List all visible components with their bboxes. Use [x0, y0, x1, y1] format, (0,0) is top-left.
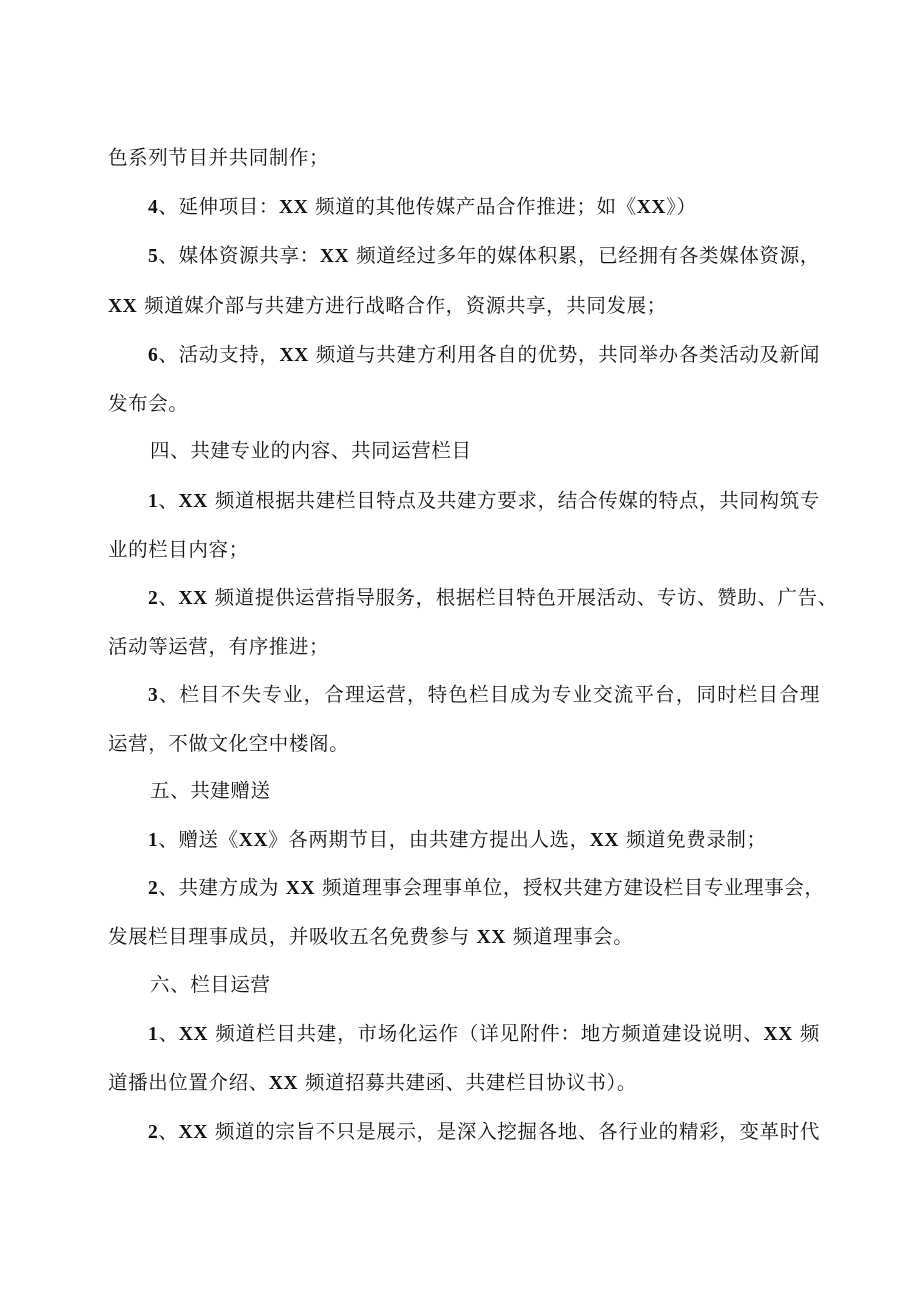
paragraph-section4-item-2-line-2: 活动等运营，有序推进； [108, 635, 330, 658]
paragraph-section6-item-1: 1、XX 频道栏目共建，市场化运作（详见附件：地方频道建设说明、XX 频 [148, 1022, 820, 1045]
paragraph-section4-item-2: 2、XX 频道提供运营指导服务，根据栏目特色开展活动、专访、赞助、广告、 [148, 586, 838, 609]
paragraph-section4-item-1-line-2: 业的栏目内容； [108, 538, 249, 561]
paragraph-section6-item-2: 2、XX 频道的宗旨不只是展示，是深入挖掘各地、各行业的精彩，变革时代 [148, 1120, 820, 1143]
paragraph-item-6-line-2: 发布会。 [108, 392, 189, 415]
paragraph-item-5-line-2: XX 频道媒介部与共建方进行战略合作，资源共享，共同发展； [108, 294, 667, 317]
paragraph-section6-item-1-line-2: 道播出位置介绍、XX 频道招募共建函、共建栏目协议书）。 [108, 1071, 637, 1094]
paragraph-item-6: 6、活动支持，XX 频道与共建方利用各自的优势，共同举办各类活动及新闻 [148, 343, 820, 366]
section-heading-5: 五、共建赠送 [150, 779, 271, 802]
paragraph-item-4: 4、延伸项目：XX 频道的其他传媒产品合作推进；如《XX》） [148, 195, 697, 218]
paragraph-section5-item-1: 1、赠送《XX》各两期节目，由共建方提出人选，XX 频道免费录制； [148, 828, 767, 851]
section-heading-4: 四、共建专业的内容、共同运营栏目 [150, 439, 472, 462]
paragraph-item-5: 5、媒体资源共享：XX 频道经过多年的媒体积累，已经拥有各类媒体资源， [148, 244, 820, 267]
paragraph-section4-item-1: 1、XX 频道根据共建栏目特点及共建方要求，结合传媒的特点，共同构筑专 [148, 489, 820, 512]
paragraph-section4-item-3-line-2: 运营，不做文化空中楼阁。 [108, 732, 350, 755]
paragraph-section4-item-3: 3、栏目不失专业，合理运营，特色栏目成为专业交流平台，同时栏目合理 [148, 683, 820, 706]
paragraph-section5-item-2: 2、共建方成为 XX 频道理事会理事单位，授权共建方建设栏目专业理事会， [148, 876, 825, 899]
paragraph-section5-item-2-line-2: 发展栏目理事成员，并吸收五名免费参与 XX 频道理事会。 [108, 925, 634, 948]
paragraph-continuation: 色系列节目并共同制作； [108, 146, 330, 169]
section-heading-6: 六、栏目运营 [150, 973, 271, 996]
